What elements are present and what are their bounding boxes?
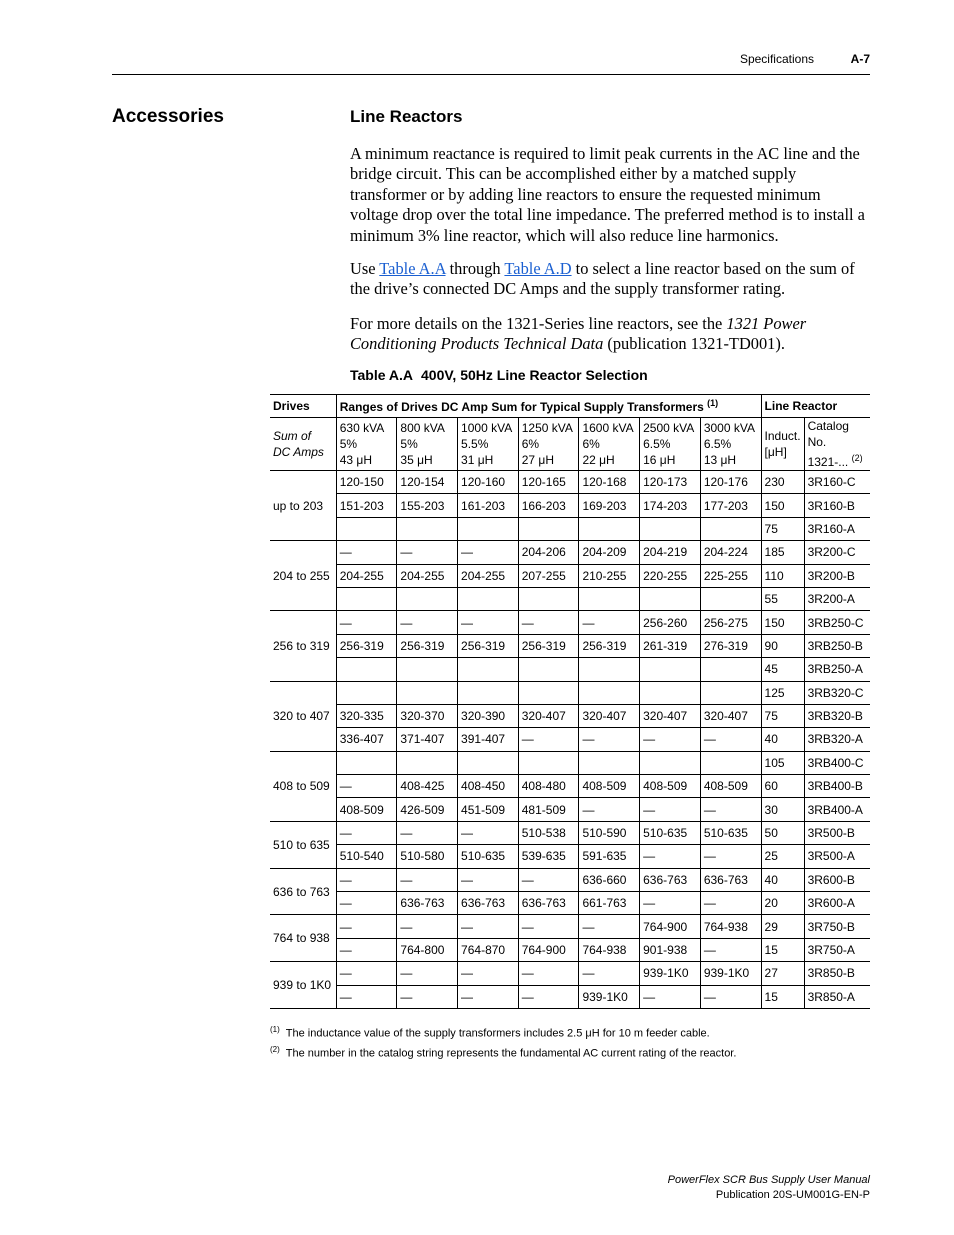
inductance-cell: 60 [761,775,804,798]
range-cell: — [336,541,397,564]
range-cell: — [397,962,458,985]
inductance-cell: 50 [761,821,804,844]
catalog-cell: 3R160-C [804,471,870,494]
range-cell: — [518,868,579,891]
range-cell: — [336,962,397,985]
range-cell: 320-407 [579,704,640,727]
transformer-header: 1600 kVA 6% 22 μH [579,418,640,471]
table-row [270,868,870,891]
range-cell: — [336,775,397,798]
range-cell [579,587,640,610]
drive-group-label: up to 203 [270,471,336,541]
range-cell: 764-938 [700,915,761,938]
table-row [270,775,870,798]
range-cell: 120-168 [579,471,640,494]
range-cell [700,517,761,540]
range-cell: 320-370 [397,704,458,727]
range-cell: — [640,798,701,821]
range-cell: — [518,611,579,634]
range-cell [336,587,397,610]
inductance-cell: 75 [761,704,804,727]
range-cell: 320-407 [518,704,579,727]
inductance-cell: 75 [761,517,804,540]
range-cell: 336-407 [336,728,397,751]
range-cell: — [700,938,761,961]
range-cell: 204-219 [640,541,701,564]
catalog-cell: 3RB320-A [804,728,870,751]
catalog-cell: 3R750-B [804,915,870,938]
range-cell: — [579,798,640,821]
range-cell: 408-425 [397,775,458,798]
drive-group-label: 510 to 635 [270,821,336,868]
inductance-cell: 40 [761,728,804,751]
range-cell: — [640,985,701,1008]
range-cell: 177-203 [700,494,761,517]
header-rule [112,74,870,75]
range-cell [518,681,579,704]
table-row [270,681,870,704]
drive-group-label: 764 to 938 [270,915,336,962]
range-cell: — [518,728,579,751]
range-cell: — [397,868,458,891]
inductance-cell: 150 [761,494,804,517]
catalog-cell: 3R600-A [804,892,870,915]
range-cell: 256-319 [397,634,458,657]
range-cell: 155-203 [397,494,458,517]
range-cell: 256-319 [458,634,519,657]
header-page-number: A-7 [850,52,870,66]
inductance-cell: 15 [761,985,804,1008]
range-cell: 636-763 [700,868,761,891]
range-cell [458,587,519,610]
range-cell: 207-255 [518,564,579,587]
range-cell: 510-635 [458,845,519,868]
table-header-row [270,395,870,418]
range-cell [458,751,519,774]
transformer-header: 3000 kVA 6.5% 13 μH [700,418,761,471]
range-cell [579,658,640,681]
paragraph-table-reference: Use Table A.A through Table A.D to select a line reactor based on the sum of the drive’s connected DC Amps and the supply transformer rating. [350,259,855,299]
range-cell: 371-407 [397,728,458,751]
inductance-cell: 230 [761,471,804,494]
range-cell: 939-1K0 [700,962,761,985]
catalog-cell: 3RB250-C [804,611,870,634]
range-cell: — [700,798,761,821]
section-title: Accessories [112,106,224,127]
range-cell [579,751,640,774]
inductance-cell: 125 [761,681,804,704]
range-cell: — [458,611,519,634]
range-cell [336,681,397,704]
range-cell: 510-635 [700,821,761,844]
range-cell: 169-203 [579,494,640,517]
range-cell: — [640,892,701,915]
range-cell: 939-1K0 [579,985,640,1008]
range-cell: — [640,845,701,868]
range-cell [397,751,458,774]
range-cell: — [336,892,397,915]
range-cell [700,751,761,774]
inductance-cell: 185 [761,541,804,564]
catalog-cell: 3R200-A [804,587,870,610]
catalog-cell: 3R500-A [804,845,870,868]
table-row [270,798,870,821]
range-cell: — [397,611,458,634]
range-cell: 120-176 [700,471,761,494]
subsection-title: Line Reactors [350,107,463,126]
range-cell: — [397,985,458,1008]
range-cell: — [700,728,761,751]
inductance-cell: 29 [761,915,804,938]
footer-manual-title: PowerFlex SCR Bus Supply User Manual [667,1174,870,1186]
transformer-header: 2500 kVA 6.5% 16 μH [640,418,701,471]
range-cell: 320-407 [640,704,701,727]
table-row [270,611,870,634]
range-cell: 661-763 [579,892,640,915]
range-cell [458,658,519,681]
range-cell: 636-763 [640,868,701,891]
drive-group-label: 256 to 319 [270,611,336,681]
range-cell: 166-203 [518,494,579,517]
catalog-cell: 3R600-B [804,868,870,891]
range-cell [518,751,579,774]
range-cell: — [458,985,519,1008]
range-cell [397,681,458,704]
range-cell: 320-407 [700,704,761,727]
range-cell: 210-255 [579,564,640,587]
range-cell: 636-763 [397,892,458,915]
range-cell [518,587,579,610]
range-cell [397,658,458,681]
range-cell: — [518,962,579,985]
footnote-1: $^{(1)}$ The inductance value of the supply transformers includes 2.5 μH for 10 m feeder cable. [270,1025,710,1040]
range-cell: — [336,868,397,891]
range-cell: 481-509 [518,798,579,821]
range-cell: 151-203 [336,494,397,517]
range-cell: — [579,915,640,938]
catalog-cell: 3RB250-B [804,634,870,657]
catalog-cell: 3R850-A [804,985,870,1008]
range-cell: 320-390 [458,704,519,727]
range-cell [397,517,458,540]
table-subheader-row [270,418,870,471]
range-cell [458,517,519,540]
table-row [270,564,870,587]
inductance-header: Induct. [μH] [761,418,804,471]
range-cell [640,751,701,774]
table-row [270,587,870,610]
link-table-a-a[interactable]: Table A.A [379,259,446,278]
range-cell [336,517,397,540]
range-cell: 510-590 [579,821,640,844]
line-reactor-table [270,394,870,1009]
catalog-cell: 3RB320-B [804,704,870,727]
table-row [270,821,870,844]
range-cell: 591-635 [579,845,640,868]
catalog-cell: 3RB400-B [804,775,870,798]
range-cell [700,681,761,704]
range-cell: 174-203 [640,494,701,517]
range-cell: — [336,611,397,634]
range-cell: 204-255 [458,564,519,587]
catalog-cell: 3RB400-A [804,798,870,821]
transformer-header: 630 kVA 5% 43 μH [336,418,397,471]
range-cell: 764-900 [640,915,701,938]
range-cell: 539-635 [518,845,579,868]
range-cell: 120-173 [640,471,701,494]
catalog-cell: 3R500-B [804,821,870,844]
range-cell: 256-319 [518,634,579,657]
range-cell: — [397,915,458,938]
range-cell: — [518,915,579,938]
header-line-reactor: Line Reactor [761,395,870,418]
range-cell: 225-255 [700,564,761,587]
range-cell [336,658,397,681]
range-cell: 204-224 [700,541,761,564]
range-cell: 764-938 [579,938,640,961]
range-cell [640,681,701,704]
table-body [270,471,870,1009]
inductance-cell: 20 [761,892,804,915]
range-cell: 408-509 [640,775,701,798]
table-row [270,471,870,494]
range-cell: 636-660 [579,868,640,891]
catalog-header: Catalog No. 1321-... $^{(2)}$ [804,418,870,471]
range-cell: 204-209 [579,541,640,564]
range-cell: 391-407 [458,728,519,751]
inductance-cell: 15 [761,938,804,961]
range-cell: 161-203 [458,494,519,517]
page-header [0,52,954,72]
range-cell: 510-540 [336,845,397,868]
link-table-a-d[interactable]: Table A.D [504,259,572,278]
range-cell: — [700,892,761,915]
range-cell: 256-319 [336,634,397,657]
catalog-cell: 3RB400-C [804,751,870,774]
catalog-cell: 3RB320-C [804,681,870,704]
range-cell: — [458,915,519,938]
drive-group-label: 408 to 509 [270,751,336,821]
footer-publication: Publication 20S-UM001G-EN-P [715,1189,870,1201]
range-cell: — [518,985,579,1008]
range-cell [336,751,397,774]
catalog-cell: 3R160-B [804,494,870,517]
range-cell [640,658,701,681]
range-cell: — [458,868,519,891]
range-cell: 510-538 [518,821,579,844]
range-cell [518,658,579,681]
range-cell: 256-319 [579,634,640,657]
catalog-cell: 3R160-A [804,517,870,540]
range-cell [640,517,701,540]
range-cell: 939-1K0 [640,962,701,985]
range-cell [700,587,761,610]
range-cell: — [579,728,640,751]
drive-group-label: 636 to 763 [270,868,336,915]
table-row [270,704,870,727]
table-row [270,751,870,774]
range-cell: 764-900 [518,938,579,961]
range-cell: 451-509 [458,798,519,821]
paragraph-more-details: For more details on the 1321-Series line reactors, see the 1321 Power Conditioning Products Technical Data (publication 1321-TD001). [350,314,807,354]
range-cell: — [336,915,397,938]
table-row [270,938,870,961]
table-row [270,892,870,915]
transformer-header: 1250 kVA 6% 27 μH [518,418,579,471]
range-cell: 636-763 [458,892,519,915]
inductance-cell: 25 [761,845,804,868]
table-row [270,845,870,868]
range-cell: 426-509 [397,798,458,821]
range-cell: 510-635 [640,821,701,844]
range-cell [458,681,519,704]
range-cell: — [397,821,458,844]
range-cell [640,587,701,610]
table-row [270,658,870,681]
range-cell: 320-335 [336,704,397,727]
header-ranges: Ranges of Drives DC Amp Sum for Typical Supply Transformers $^{(1)}$ [336,395,761,418]
table-row [270,541,870,564]
catalog-cell: 3R200-C [804,541,870,564]
range-cell: 276-319 [700,634,761,657]
table-row [270,915,870,938]
range-cell: — [336,938,397,961]
range-cell: 256-275 [700,611,761,634]
range-cell: — [640,728,701,751]
table-row [270,517,870,540]
inductance-cell: 105 [761,751,804,774]
range-cell: — [397,541,458,564]
range-cell: 408-480 [518,775,579,798]
range-cell: — [458,821,519,844]
inductance-cell: 45 [761,658,804,681]
table-row [270,728,870,751]
catalog-cell: 3R200-B [804,564,870,587]
header-drives: Drives [270,395,336,418]
paragraph-intro: A minimum reactance is required to limit peak currents in the AC line and the bridge circuit. This can be accomplished either by a matched supply transformer or by adding line reactors to ensure the requested minimum voltage drop over the total line impedance. The preferred method is to install a minimum 3% line reactor, which will also reduce line harmonics. [350,144,865,245]
range-cell: 220-255 [640,564,701,587]
range-cell: 120-154 [397,471,458,494]
range-cell: 764-800 [397,938,458,961]
transformer-header: 800 kVA 5% 35 μH [397,418,458,471]
range-cell: 261-319 [640,634,701,657]
range-cell: — [579,962,640,985]
table-row [270,985,870,1008]
table-caption-title: 400V, 50Hz Line Reactor Selection [421,367,648,383]
inductance-cell: 110 [761,564,804,587]
sum-dc-amps-label: Sum of DC Amps [270,418,336,471]
footnote-2: $^{(2)}$ The number in the catalog string represents the fundamental AC current rating of the reactor. [270,1045,737,1060]
table-row [270,494,870,517]
range-cell: 901-938 [640,938,701,961]
inductance-cell: 27 [761,962,804,985]
drive-group-label: 204 to 255 [270,541,336,611]
range-cell: — [336,821,397,844]
table-caption [350,367,648,383]
transformer-header: 1000 kVA 5.5% 31 μH [458,418,519,471]
range-cell: 408-450 [458,775,519,798]
range-cell: 636-763 [518,892,579,915]
inductance-cell: 40 [761,868,804,891]
range-cell [579,681,640,704]
inductance-cell: 90 [761,634,804,657]
range-cell: — [579,611,640,634]
catalog-cell: 3RB250-A [804,658,870,681]
table-row [270,634,870,657]
publication-title: 1321 Power Conditioning Products Technical Data [350,314,807,354]
range-cell: 256-260 [640,611,701,634]
range-cell: 408-509 [579,775,640,798]
range-cell: 408-509 [700,775,761,798]
range-cell: — [458,541,519,564]
table-row [270,962,870,985]
range-cell [579,517,640,540]
drive-group-label: 939 to 1K0 [270,962,336,1009]
range-cell [700,658,761,681]
range-cell [518,517,579,540]
range-cell: 120-165 [518,471,579,494]
range-cell: — [458,962,519,985]
header-section: Specifications [739,52,814,66]
range-cell: 764-870 [458,938,519,961]
catalog-cell: 3R850-B [804,962,870,985]
range-cell: 204-255 [336,564,397,587]
range-cell: — [700,985,761,1008]
inductance-cell: 55 [761,587,804,610]
range-cell: — [336,985,397,1008]
range-cell: 204-255 [397,564,458,587]
range-cell: — [700,845,761,868]
table-caption-label: Table A.A [350,367,414,383]
inductance-cell: 150 [761,611,804,634]
catalog-cell: 3R750-A [804,938,870,961]
range-cell: 204-206 [518,541,579,564]
range-cell: 120-150 [336,471,397,494]
range-cell: 120-160 [458,471,519,494]
range-cell: 510-580 [397,845,458,868]
range-cell: 408-509 [336,798,397,821]
drive-group-label: 320 to 407 [270,681,336,751]
range-cell [397,587,458,610]
inductance-cell: 30 [761,798,804,821]
